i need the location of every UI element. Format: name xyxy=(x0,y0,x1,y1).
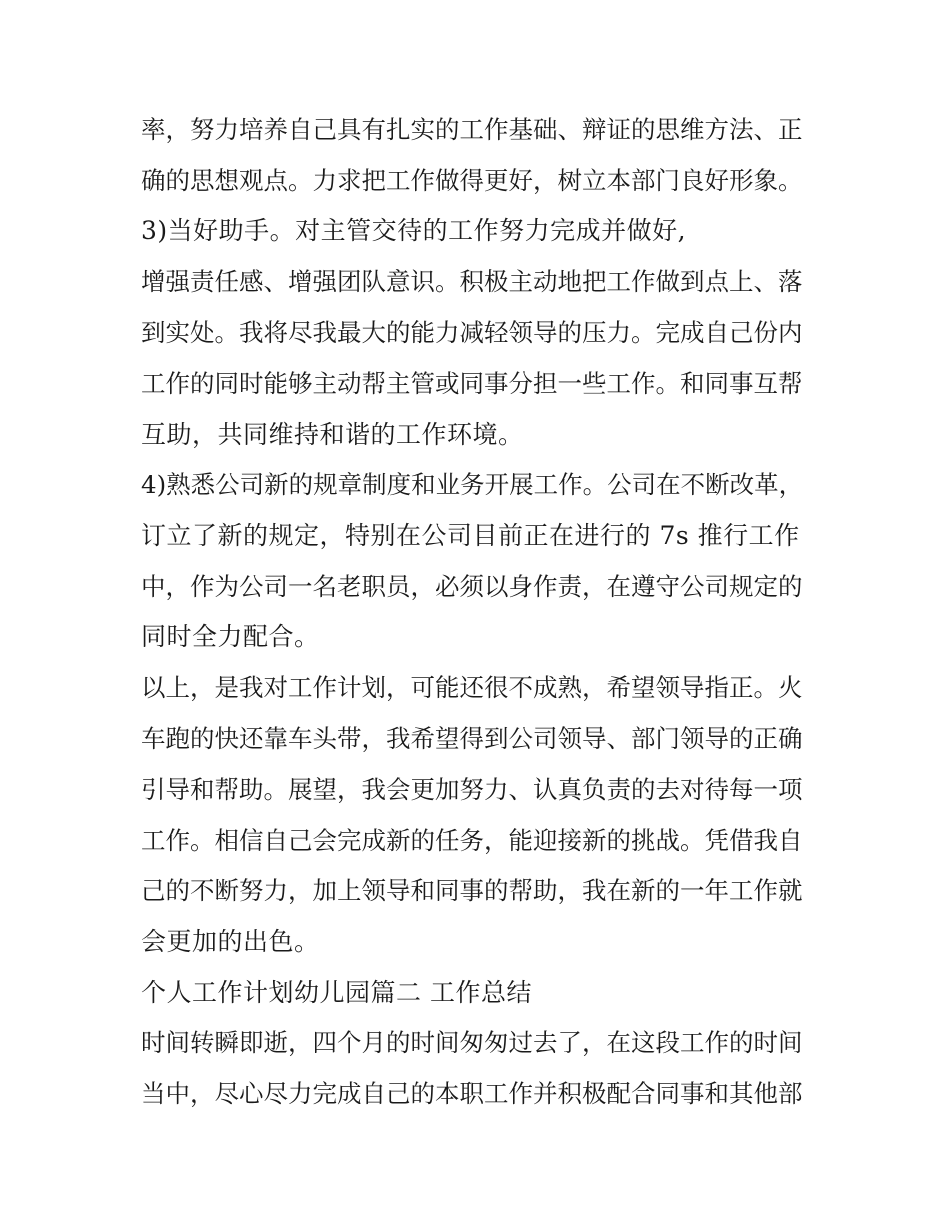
text-line: 车跑的快还靠车头带，我希望得到公司领导、部门领导的正确 xyxy=(141,724,803,753)
text-line: 4)熟悉公司新的规章制度和业务开展工作。公司在不断改革， xyxy=(141,470,804,499)
text-line: 率，努力培养自己具有扎实的工作基础、辩证的思维方法、正 xyxy=(141,115,803,144)
text-line: 工作的同时能够主动帮主管或同事分担一些工作。和同事互帮 xyxy=(141,369,803,398)
text-line: 互助，共同维持和谐的工作环境。 xyxy=(141,420,524,449)
text-line: 会更加的出色。 xyxy=(141,927,320,956)
text-line: 到实处。我将尽我最大的能力减轻领导的压力。完成自己份内 xyxy=(141,318,803,347)
section-heading: 个人工作计划幼儿园篇二 工作总结 xyxy=(141,978,532,1007)
text-line: 增强责任感、增强团队意识。积极主动地把工作做到点上、落 xyxy=(141,267,803,296)
text-line: 时间转瞬即逝，四个月的时间匆匆过去了，在这段工作的时间 xyxy=(141,1028,803,1057)
text-line: 引导和帮助。展望，我会更加努力、认真负责的去对待每一项 xyxy=(141,775,803,804)
text-line: 中，作为公司一名老职员，必须以身作责，在遵守公司规定的 xyxy=(141,572,803,601)
text-line: 当中，尽心尽力完成自己的本职工作并积极配合同事和其他部 xyxy=(141,1079,803,1108)
text-line: 以上，是我对工作计划，可能还很不成熟，希望领导指正。火 xyxy=(141,673,803,702)
text-line: 3)当好助手。对主管交待的工作努力完成并做好, xyxy=(141,216,687,245)
text-line: 工作。相信自己会完成新的任务，能迎接新的挑战。凭借我自 xyxy=(141,826,803,855)
text-line: 同时全力配合。 xyxy=(141,622,320,651)
text-line: 己的不断努力，加上领导和同事的帮助，我在新的一年工作就 xyxy=(141,876,803,905)
text-line: 订立了新的规定，特别在公司目前正在进行的 7s 推行工作 xyxy=(141,521,800,550)
text-line: 确的思想观点。力求把工作做得更好，树立本部门良好形象。 xyxy=(141,166,803,195)
